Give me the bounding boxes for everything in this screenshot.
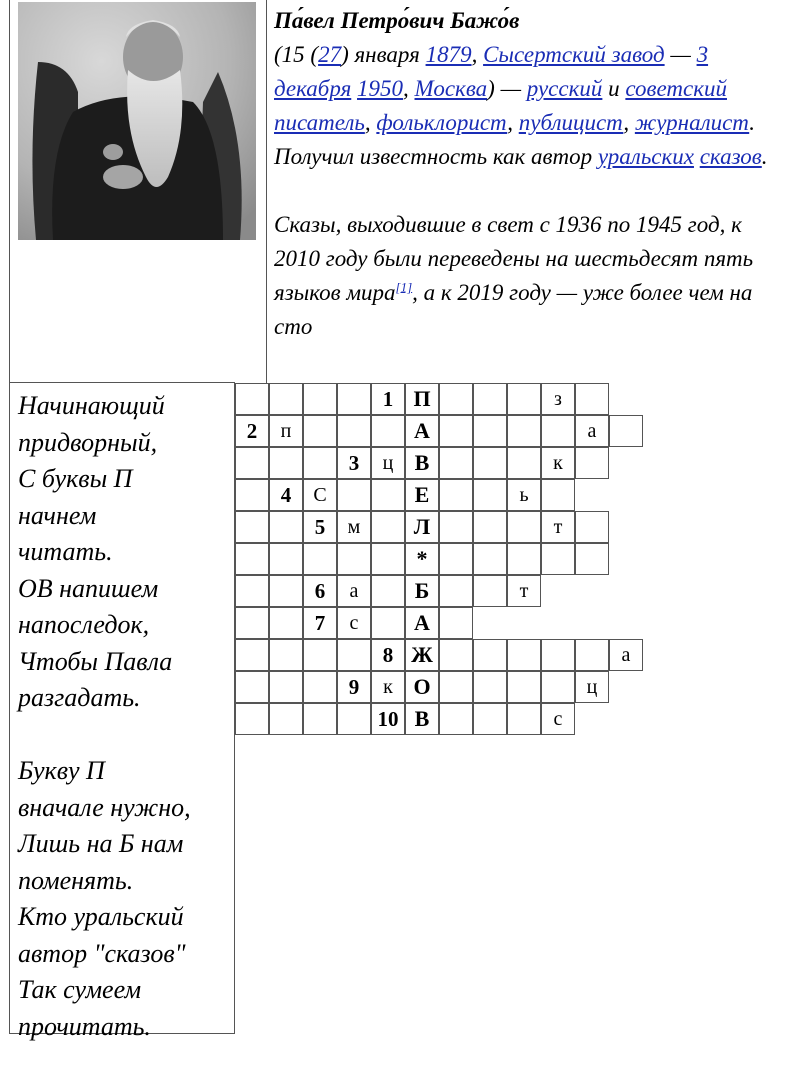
empty-cell xyxy=(371,575,405,607)
empty-cell xyxy=(235,383,269,415)
empty-cell xyxy=(303,415,337,447)
poem xyxy=(18,388,232,1045)
bio-text-segment: . xyxy=(761,144,768,169)
empty-cell xyxy=(235,479,269,511)
key-letter-cell: Ж xyxy=(405,639,439,671)
letter-cell: ц xyxy=(575,671,609,703)
bio-text-segment: , xyxy=(623,110,635,135)
empty-cell xyxy=(269,543,303,575)
key-letter-cell: В xyxy=(405,447,439,479)
empty-cell xyxy=(337,415,371,447)
letter-cell: з xyxy=(541,383,575,415)
empty-cell xyxy=(575,543,609,575)
letter-cell: ь xyxy=(507,479,541,511)
empty-cell xyxy=(541,639,575,671)
bio-text-segment: — xyxy=(664,42,697,67)
key-letter-cell: П xyxy=(405,383,439,415)
poem-line: автор "сказов" xyxy=(18,938,186,968)
bio-link[interactable]: Сысертский завод xyxy=(483,42,665,67)
empty-cell xyxy=(371,415,405,447)
empty-cell xyxy=(439,575,473,607)
bio-paragraph-2 xyxy=(274,208,790,344)
letter-cell: т xyxy=(541,511,575,543)
bio-text-segment: и xyxy=(602,76,626,101)
empty-cell xyxy=(575,447,609,479)
empty-cell xyxy=(473,703,507,735)
poem-line: С буквы П xyxy=(18,464,133,493)
clue-number-cell: 4 xyxy=(269,479,303,511)
bio-name: Па́вел Петро́вич Бажо́в xyxy=(274,8,520,33)
empty-cell xyxy=(269,447,303,479)
bio-text-segment: ) — xyxy=(487,76,527,101)
bio-text-segment: , xyxy=(403,76,415,101)
frame-left-line xyxy=(9,0,10,383)
bio-link[interactable]: 27 xyxy=(318,42,342,67)
poem-line: Букву П xyxy=(18,756,105,785)
key-letter-cell: О xyxy=(405,671,439,703)
bio-block xyxy=(274,4,790,344)
poem-line: поменять. xyxy=(18,865,134,895)
empty-cell xyxy=(473,543,507,575)
empty-cell xyxy=(337,479,371,511)
empty-cell xyxy=(269,575,303,607)
bio-link[interactable]: 1950 xyxy=(357,76,404,101)
poem-line: читать. xyxy=(18,537,113,566)
poem-left-line xyxy=(9,383,10,1034)
clue-number-cell: 3 xyxy=(337,447,371,479)
clue-number-cell: 2 xyxy=(235,415,269,447)
bio-text-segment: , xyxy=(471,42,484,67)
bio-text-segment: (15 ( xyxy=(274,42,319,67)
empty-cell xyxy=(337,703,371,735)
empty-cell xyxy=(507,639,541,671)
bio-text-segment: ) января xyxy=(341,42,426,67)
letter-cell: С xyxy=(303,479,337,511)
poem-line: Кто уральский xyxy=(18,902,184,931)
empty-cell xyxy=(507,671,541,703)
bio-text xyxy=(274,42,768,169)
empty-cell xyxy=(269,511,303,543)
empty-cell xyxy=(507,511,541,543)
empty-cell xyxy=(303,543,337,575)
key-letter-cell: А xyxy=(405,607,439,639)
empty-cell xyxy=(507,703,541,735)
empty-cell xyxy=(303,447,337,479)
empty-cell xyxy=(541,415,575,447)
empty-cell xyxy=(473,671,507,703)
clue-number-cell: 5 xyxy=(303,511,337,543)
clue-number-cell: 10 xyxy=(371,703,405,735)
letter-cell: а xyxy=(609,639,643,671)
empty-cell xyxy=(575,511,609,543)
empty-cell xyxy=(269,607,303,639)
footnote-link[interactable]: [1] xyxy=(395,279,413,295)
empty-cell xyxy=(337,383,371,415)
letter-cell: а xyxy=(575,415,609,447)
empty-cell xyxy=(337,543,371,575)
empty-cell xyxy=(235,607,269,639)
empty-cell xyxy=(439,543,473,575)
empty-cell xyxy=(507,415,541,447)
empty-cell xyxy=(473,639,507,671)
key-letter-cell: Е xyxy=(405,479,439,511)
letter-cell: а xyxy=(337,575,371,607)
poem-line: Лишь на Б нам xyxy=(18,829,184,858)
bio-link[interactable]: писатель xyxy=(274,110,365,135)
poem-line: Начинающий xyxy=(18,391,165,420)
empty-cell xyxy=(303,639,337,671)
empty-cell xyxy=(439,607,473,639)
bio-link[interactable]: журналист xyxy=(634,110,750,135)
poem-line: Чтобы Павла xyxy=(18,646,173,676)
clue-number-cell: 6 xyxy=(303,575,337,607)
poem-line: разгадать. xyxy=(18,683,141,712)
empty-cell xyxy=(439,639,473,671)
portrait-photo xyxy=(18,2,256,240)
key-letter-cell: Б xyxy=(405,575,439,607)
empty-cell xyxy=(303,671,337,703)
bio-link[interactable]: Москва xyxy=(414,76,488,101)
empty-cell xyxy=(439,671,473,703)
letter-cell: к xyxy=(541,447,575,479)
poem-line: ОВ напишем xyxy=(18,573,159,603)
poem-line: начнем xyxy=(18,500,97,530)
empty-cell xyxy=(235,447,269,479)
letter-cell: к xyxy=(371,671,405,703)
empty-cell xyxy=(269,671,303,703)
empty-cell xyxy=(235,543,269,575)
key-letter-cell: А xyxy=(405,415,439,447)
empty-cell xyxy=(371,511,405,543)
empty-cell xyxy=(507,543,541,575)
empty-cell xyxy=(235,511,269,543)
poem-line: Так сумеем xyxy=(18,975,142,1004)
empty-cell xyxy=(235,575,269,607)
empty-cell xyxy=(575,639,609,671)
bio-text-segment: , xyxy=(507,110,519,135)
empty-cell xyxy=(439,415,473,447)
bio-link[interactable]: фольклорист xyxy=(376,110,508,135)
frame-divider-vertical xyxy=(266,0,267,383)
bio-text-segment: , xyxy=(364,110,377,135)
bio-link[interactable]: уральских xyxy=(597,144,694,169)
key-letter-cell: В xyxy=(405,703,439,735)
bio-link[interactable]: сказов xyxy=(699,144,762,169)
clue-number-cell: 1 xyxy=(371,383,405,415)
bio-text-segment: . Получил известность как автор xyxy=(274,110,755,169)
letter-cell: ц xyxy=(371,447,405,479)
clue-number-cell: 7 xyxy=(303,607,337,639)
bio-link[interactable]: 1879 xyxy=(425,42,472,67)
empty-cell xyxy=(473,511,507,543)
empty-cell xyxy=(473,383,507,415)
empty-cell xyxy=(575,383,609,415)
empty-cell xyxy=(439,479,473,511)
empty-cell xyxy=(371,607,405,639)
empty-cell xyxy=(473,415,507,447)
empty-cell xyxy=(439,447,473,479)
empty-cell xyxy=(303,703,337,735)
bio-p2-tail: , а к 2019 году — уже более чем на сто xyxy=(274,280,753,339)
empty-cell xyxy=(439,511,473,543)
frame-divider-horizontal xyxy=(9,382,235,383)
empty-cell xyxy=(269,639,303,671)
poem-line: напоследок, xyxy=(18,610,150,639)
empty-cell xyxy=(507,383,541,415)
clue-number-cell: 9 xyxy=(337,671,371,703)
poem-line: прочитать. xyxy=(18,1011,151,1041)
bio-p2-text: Сказы, выходившие в свет с 1936 по 1945 год, к 2010 году были переведены на шестьдесят пять языков мира xyxy=(274,212,754,305)
letter-cell: п xyxy=(269,415,303,447)
bio-link[interactable]: советский xyxy=(625,76,727,101)
empty-cell xyxy=(303,383,337,415)
empty-cell xyxy=(235,703,269,735)
letter-cell: м xyxy=(337,511,371,543)
empty-cell xyxy=(473,447,507,479)
bio-link[interactable]: публицист xyxy=(518,110,624,135)
empty-cell xyxy=(439,383,473,415)
key-letter-cell: * xyxy=(405,543,439,575)
bio-link[interactable]: 3 декабря xyxy=(274,42,709,101)
letter-cell: с xyxy=(337,607,371,639)
letter-cell: с xyxy=(541,703,575,735)
empty-cell xyxy=(473,575,507,607)
empty-cell xyxy=(439,703,473,735)
clue-number-cell: 8 xyxy=(371,639,405,671)
empty-cell xyxy=(541,479,575,511)
empty-cell xyxy=(541,671,575,703)
empty-cell xyxy=(337,639,371,671)
empty-cell xyxy=(371,479,405,511)
empty-cell xyxy=(609,415,643,447)
empty-cell xyxy=(269,703,303,735)
letter-cell: т xyxy=(507,575,541,607)
poem-stanza-gap xyxy=(18,717,232,754)
empty-cell xyxy=(541,543,575,575)
empty-cell xyxy=(473,479,507,511)
poem-line: вначале нужно, xyxy=(18,792,191,822)
empty-cell xyxy=(235,671,269,703)
empty-cell xyxy=(269,383,303,415)
empty-cell xyxy=(371,543,405,575)
bio-link[interactable]: русский xyxy=(526,76,603,101)
empty-cell xyxy=(507,447,541,479)
empty-cell xyxy=(235,639,269,671)
poem-line: придворный, xyxy=(18,427,158,457)
bio-paragraph-1 xyxy=(274,4,790,174)
key-letter-cell: Л xyxy=(405,511,439,543)
